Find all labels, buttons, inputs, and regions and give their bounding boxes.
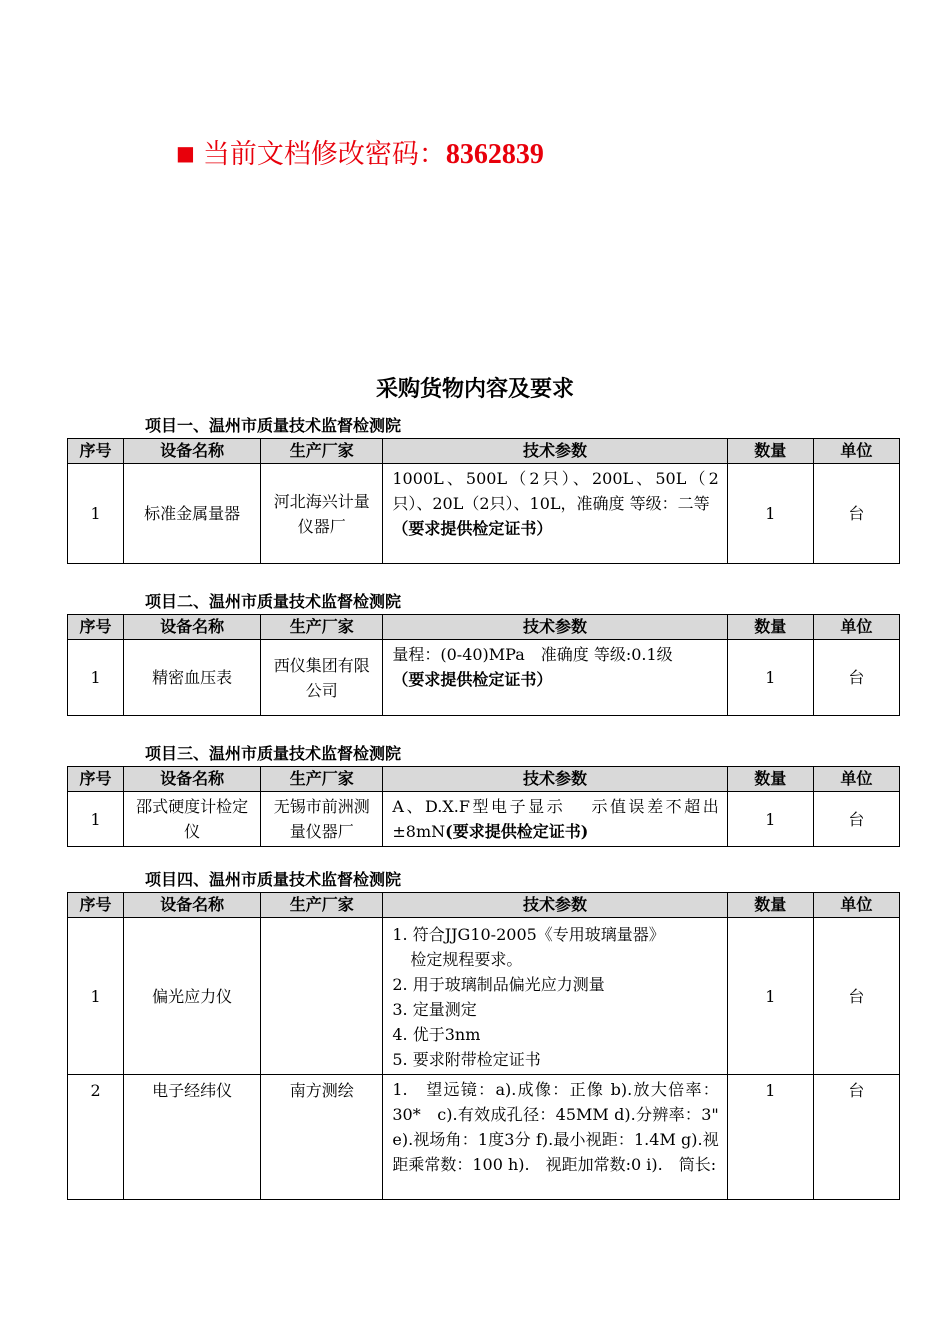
spec-requirement: （要求提供检定证书） <box>392 670 553 689</box>
header-unit: 单位 <box>813 615 899 640</box>
header-unit: 单位 <box>813 439 899 464</box>
cell-maker: 西仪集团有限公司 <box>261 640 383 716</box>
cell-name: 邵式硬度计检定仪 <box>124 792 261 847</box>
spec-line: 1. 符合JJG10-2005《专用玻璃量器》 <box>392 925 665 944</box>
table-header-row <box>68 767 900 792</box>
cell-name: 电子经纬仪 <box>124 1075 261 1200</box>
header-unit: 单位 <box>813 893 899 918</box>
header-name: 设备名称 <box>124 767 261 792</box>
password-notice <box>176 132 544 171</box>
cell-name: 标准金属量器 <box>124 464 261 564</box>
project-4-table <box>67 892 900 1200</box>
header-maker: 生产厂家 <box>261 615 383 640</box>
spec-requirement: (要求提供检定证书) <box>445 822 589 841</box>
cell-unit: 台 <box>813 464 899 564</box>
table-row <box>68 464 900 564</box>
project-1-table <box>67 438 900 564</box>
spec-requirement: （要求提供检定证书） <box>392 519 553 538</box>
table-row <box>68 918 900 1075</box>
cell-spec <box>383 918 727 1075</box>
header-maker: 生产厂家 <box>261 893 383 918</box>
cell-qty: 1 <box>727 918 813 1075</box>
table-header-row <box>68 615 900 640</box>
header-qty: 数量 <box>727 893 813 918</box>
header-no: 序号 <box>68 893 124 918</box>
cell-unit: 台 <box>813 1075 899 1200</box>
cell-spec <box>383 464 727 564</box>
spec-line: 3. 定量测定 <box>392 1000 477 1019</box>
header-no: 序号 <box>68 615 124 640</box>
header-spec: 技术参数 <box>383 767 727 792</box>
cell-maker: 南方测绘 <box>261 1075 383 1200</box>
header-no: 序号 <box>68 767 124 792</box>
header-spec: 技术参数 <box>383 893 727 918</box>
table-row <box>68 1075 900 1200</box>
notice-label: 当前文档修改密码： <box>202 139 446 170</box>
project-2-table <box>67 614 900 716</box>
table-header-row <box>68 439 900 464</box>
cell-maker: 河北海兴计量仪器厂 <box>261 464 383 564</box>
cell-qty: 1 <box>727 464 813 564</box>
cell-spec: 1. 望远镜：a).成像：正像 b).放大倍率：30* c).有效成孔径：45MM d).分辨率：3" e).视场角：1度3分 f).最小视距：1.4M g).视距乘常数：100 h). 视距加常数:0 i). 筒长: <box>383 1075 727 1200</box>
header-name: 设备名称 <box>124 615 261 640</box>
spec-line: 5. 要求附带检定证书 <box>392 1050 541 1069</box>
spec-line: 检定规程要求。 <box>410 950 523 969</box>
project-2-title: 项目二、温州市质量技术监督检测院 <box>145 592 402 611</box>
cell-name: 精密血压表 <box>124 640 261 716</box>
cell-no: 1 <box>68 640 124 716</box>
table-row <box>68 792 900 847</box>
cell-maker <box>261 918 383 1075</box>
header-qty: 数量 <box>727 439 813 464</box>
project-1-section <box>67 414 900 564</box>
cell-unit: 台 <box>813 640 899 716</box>
header-maker: 生产厂家 <box>261 439 383 464</box>
cell-spec <box>383 640 727 716</box>
project-3-table <box>67 766 900 847</box>
project-1-title: 项目一、温州市质量技术监督检测院 <box>145 416 402 435</box>
cell-name: 偏光应力仪 <box>124 918 261 1075</box>
header-unit: 单位 <box>813 767 899 792</box>
project-3-section <box>67 742 900 847</box>
project-2-section <box>67 590 900 716</box>
table-row <box>68 640 900 716</box>
project-3-title: 项目三、温州市质量技术监督检测院 <box>145 744 402 763</box>
header-name: 设备名称 <box>124 893 261 918</box>
cell-unit: 台 <box>813 792 899 847</box>
cell-no: 2 <box>68 1075 124 1200</box>
cell-qty: 1 <box>727 792 813 847</box>
cell-no: 1 <box>68 918 124 1075</box>
header-maker: 生产厂家 <box>261 767 383 792</box>
project-4-title: 项目四、温州市质量技术监督检测院 <box>145 870 402 889</box>
header-spec: 技术参数 <box>383 615 727 640</box>
spec-text: 1000L、500L（2只）、200L、50L（2只）、20L（2只）、10L，准确度 等级：二等 <box>392 469 719 513</box>
spec-text: A、D.X.F型电子显示 示值误差不超出±8mN <box>392 797 719 841</box>
header-qty: 数量 <box>727 767 813 792</box>
spec-line: 2. 用于玻璃制品偏光应力测量 <box>392 975 605 994</box>
cell-unit: 台 <box>813 918 899 1075</box>
header-no: 序号 <box>68 439 124 464</box>
cell-qty: 1 <box>727 640 813 716</box>
header-spec: 技术参数 <box>383 439 727 464</box>
header-qty: 数量 <box>727 615 813 640</box>
project-4-section <box>67 868 900 1200</box>
table-header-row <box>68 893 900 918</box>
header-name: 设备名称 <box>124 439 261 464</box>
spec-line: 4. 优于3nm <box>392 1025 481 1044</box>
cell-qty: 1 <box>727 1075 813 1200</box>
password-code: 8362839 <box>445 139 544 170</box>
cell-maker: 无锡市前洲测量仪器厂 <box>261 792 383 847</box>
square-icon: ■ <box>176 141 195 165</box>
cell-no: 1 <box>68 792 124 847</box>
cell-spec <box>383 792 727 847</box>
spec-text: 量程：(0-40)MPa 准确度 等级:0.1级 <box>392 645 673 664</box>
cell-no: 1 <box>68 464 124 564</box>
document-title: 采购货物内容及要求 <box>375 376 574 402</box>
